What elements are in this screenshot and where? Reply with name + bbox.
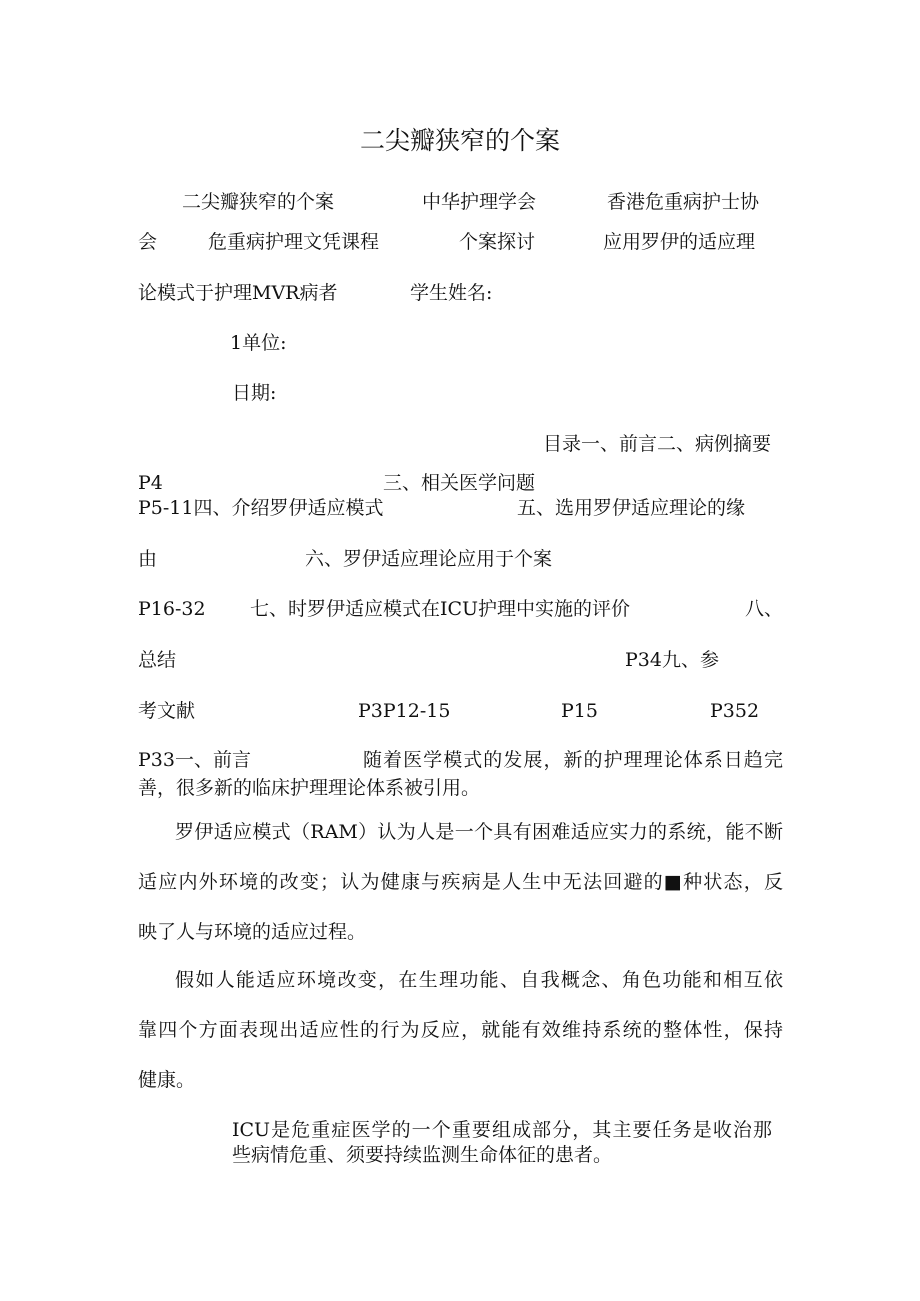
cover-text: 中华护理学会 bbox=[422, 191, 537, 213]
paragraph-line: ICU是危重症医学的一个重要组成部分，其主要任务是收治那 bbox=[232, 1119, 772, 1141]
toc-text: 八、 bbox=[745, 598, 784, 620]
document-title: 二尖瓣狭窄的个案 bbox=[359, 126, 560, 155]
paragraph-line: 靠四个方面表现出适应性的行为反应，就能有效维持系统的整体性，保持 bbox=[138, 1019, 783, 1041]
toc-text: P15 bbox=[561, 700, 598, 722]
toc-text: P3P12-15 bbox=[358, 700, 451, 722]
toc-text: 由 bbox=[138, 548, 158, 570]
toc-text: 三、相关医学问题 bbox=[383, 472, 536, 494]
student-name-label: 学生姓名: bbox=[410, 282, 493, 304]
paragraph-line: 假如人能适应环境改变，在生理功能、自我概念、角色功能和相互依 bbox=[175, 969, 783, 991]
toc-text: P4 bbox=[138, 472, 163, 494]
paragraph-line: 映了人与环境的适应过程。 bbox=[138, 921, 367, 943]
paragraph-line: 些病情危重、须要持续监测生命体征的患者。 bbox=[232, 1144, 613, 1166]
cover-text: 论模式于护理MVR病者 bbox=[138, 282, 338, 304]
cover-text: 应用罗伊的适应理 bbox=[603, 231, 756, 253]
cover-text: 个案探讨 bbox=[459, 231, 536, 253]
toc-text: P16-32 bbox=[138, 598, 206, 620]
cover-text: 会 bbox=[138, 231, 158, 253]
toc-text: 目录一、前言二、病例摘要 bbox=[543, 433, 772, 455]
body-text: 随着医学模式的发展，新的护理理论体系日趋完 bbox=[363, 749, 783, 771]
date-label: 日期: bbox=[232, 382, 277, 404]
paragraph-line: 适应内外环境的改变；认为健康与疾病是人生中无法回避的■种状态，反 bbox=[138, 871, 783, 893]
paragraph-line: 健康。 bbox=[138, 1069, 196, 1091]
toc-text: P34九、参 bbox=[625, 649, 719, 671]
toc-text: 总结 bbox=[138, 649, 177, 671]
toc-text: P352 bbox=[710, 700, 760, 722]
unit-label: 1单位: bbox=[230, 332, 287, 354]
toc-text: 七、时罗伊适应模式在ICU护理中实施的评价 bbox=[250, 598, 631, 620]
cover-text: 二尖瓣狭窄的个案 bbox=[182, 191, 335, 213]
toc-text: 考文献 bbox=[138, 700, 196, 722]
toc-text: 五、选用罗伊适应理论的缘 bbox=[517, 497, 746, 519]
toc-text: P33一、前言 bbox=[138, 749, 251, 771]
cover-text: 危重病护理文凭课程 bbox=[208, 231, 380, 253]
body-text: 善，很多新的临床护理理论体系被引用。 bbox=[138, 777, 481, 799]
toc-text: 六、罗伊适应理论应用于个案 bbox=[305, 548, 553, 570]
toc-text: P5-11四、介绍罗伊适应模式 bbox=[138, 497, 384, 519]
paragraph-line: 罗伊适应模式（RAM）认为人是一个具有困难适应实力的系统，能不断 bbox=[175, 821, 783, 843]
cover-text: 香港危重病护士协 bbox=[607, 191, 760, 213]
